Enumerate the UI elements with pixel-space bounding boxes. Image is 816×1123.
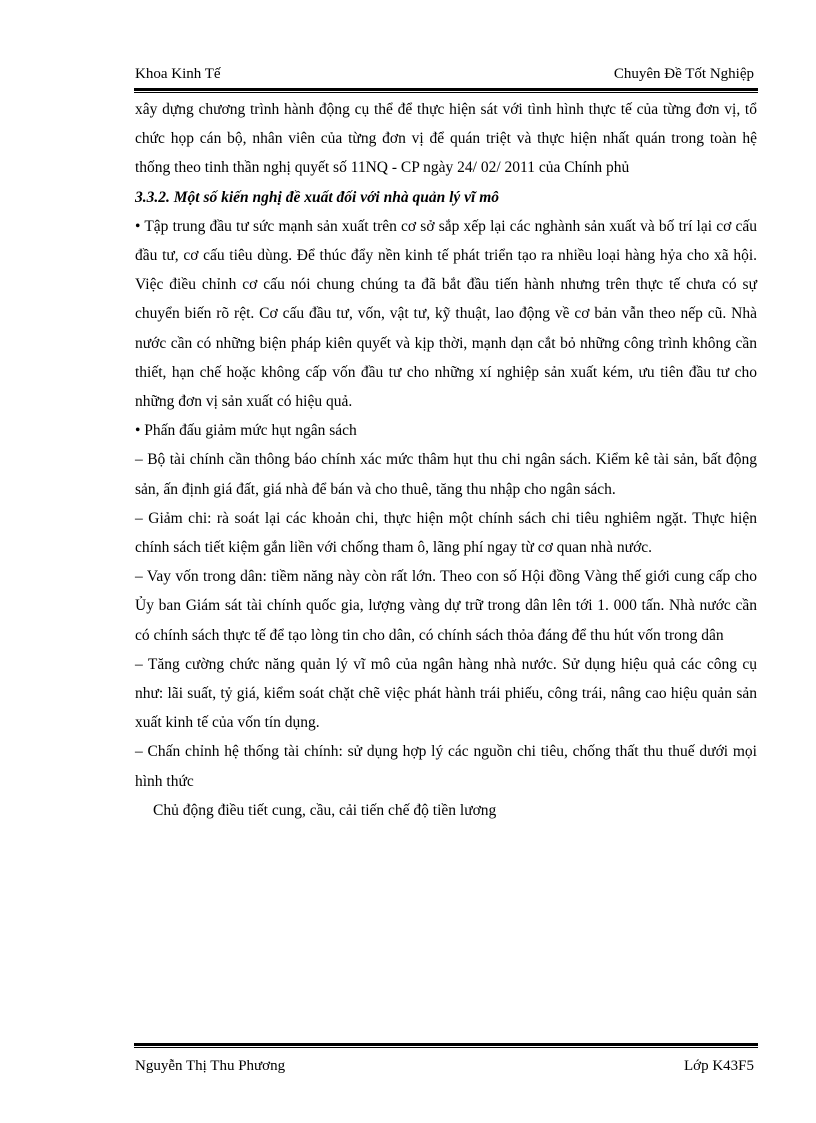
header-rule bbox=[134, 88, 758, 93]
page-header bbox=[135, 66, 757, 90]
paragraph-investment: • Tập trung đầu tư sức mạnh sản xuất trên cơ sở sắp xếp lại các nghành sản xuất và bố trí lại cơ cấu đầu tư, cơ cấu tiêu dùng. Để thúc đẩy nền kinh tế phát triển tạo ra nhiều loại hàng hỷa cho xã hội. Việc điều chỉnh cơ cấu nói chung chúng ta đã bắt đầu tiến hành nhưng trên thực tế chưa có sự chuyển biến rõ rệt. Cơ cấu đầu tư, vốn, vật tư, kỹ thuật, lao động về cơ bản vẫn theo nếp cũ. Nhà nước cần có những biện pháp kiên quyết và kịp thời, mạnh dạn cắt bỏ những công trình không cần thiết, hạn chế hoặc không cấp vốn đầu tư cho những xí nghiệp sản xuất kém, ưu tiên đầu tư cho những đơn vị sản xuất có hiệu quả. bbox=[135, 217, 757, 411]
paragraph-ministry-finance: – Bộ tài chính cần thông báo chính xác mức thâm hụt thu chi ngân sách. Kiểm kê tài sản, bất động sản, ấn định giá đất, giá nhà để bán và cho thuê, tăng thu nhập cho ngân sách. bbox=[135, 451, 757, 498]
footer-rule bbox=[134, 1043, 758, 1048]
section-heading: 3.3.2. Một số kiến nghị đề xuất đối với nhà quản lý vĩ mô bbox=[135, 188, 500, 206]
paragraph-finance-system: – Chấn chỉnh hệ thống tài chính: sử dụng hợp lý các nguồn chi tiêu, chống thất thu thuế dưới mọi hình thức bbox=[135, 743, 757, 790]
paragraph-borrow-capital: – Vay vốn trong dân: tiềm năng này còn rất lớn. Theo con số Hội đồng Vàng thế giới cung cấp cho Ủy ban Giám sát tài chính quốc gia, lượng vàng dự trữ trong dân lên tới 1. 000 tấn. Nhà nước cần có chính sách thực tế để tạo lòng tin cho dân, có chính sách thỏa đáng để thu hút vốn trong dân bbox=[135, 568, 757, 644]
paragraph-reduce-spending: – Giảm chi: rà soát lại các khoản chi, thực hiện một chính sách chi tiêu nghiêm ngặt. Thực hiện chính sách tiết kiệm gắn liền với chống tham ô, lãng phí ngay từ cơ quan nhà nước. bbox=[135, 509, 757, 557]
paragraph-intro: xây dựng chương trình hành động cụ thể để thực hiện sát với tình hình thực tế của từng đơn vị, tổ chức họp cán bộ, nhân viên của từng đơn vị để quán triệt và thực hiện nhất quán trong toàn hệ thống theo tinh thần nghị quyết số 11NQ - CP ngày 24/ 02/ 2011 của Chính phủ bbox=[135, 101, 757, 177]
header-faculty: Khoa Kinh Tế bbox=[135, 66, 221, 82]
footer-class: Lớp K43F5 bbox=[683, 1058, 754, 1074]
page-footer bbox=[135, 1058, 757, 1082]
footer-author: Nguyễn Thị Thu Phương bbox=[135, 1058, 286, 1074]
paragraph-budget-deficit: • Phấn đấu giảm mức hụt ngân sách bbox=[135, 422, 357, 440]
page-body bbox=[135, 95, 757, 825]
paragraph-supply-demand: Chủ động điều tiết cung, cầu, cải tiến chế độ tiền lương bbox=[153, 801, 497, 819]
header-title: Chuyên Đề Tốt Nghiệp bbox=[613, 66, 754, 82]
paragraph-central-bank: – Tăng cường chức năng quản lý vĩ mô của ngân hàng nhà nước. Sử dụng hiệu quả các công cụ như: lãi suất, tỷ giá, kiểm soát chặt chẽ việc phát hành trái phiếu, công trái, nâng cao hiệu quản sản xuất kinh tế của vốn tín dụng. bbox=[135, 655, 757, 732]
